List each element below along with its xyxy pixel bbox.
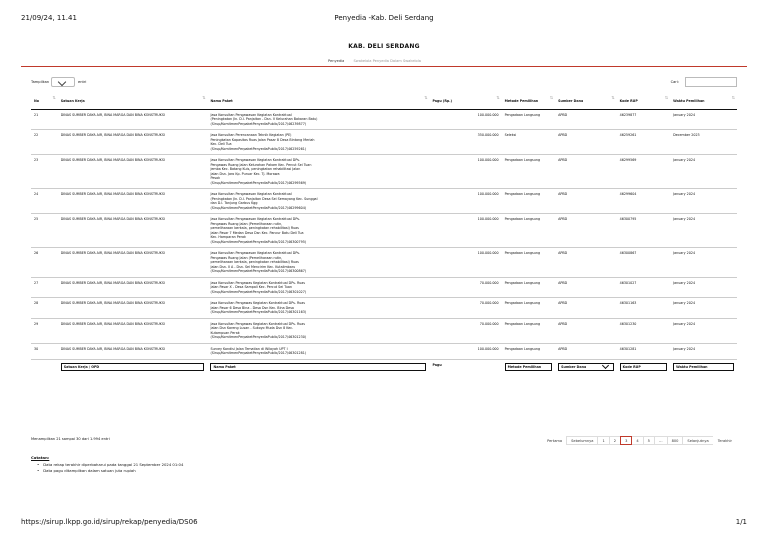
table-row	[31, 109, 737, 130]
page-button[interactable]: 5	[643, 436, 655, 445]
row-pagu: 350.000.000	[429, 130, 501, 155]
header-label: No	[34, 98, 40, 103]
row-sumber: APBD	[555, 343, 617, 359]
row-pagu: 100.000.000	[429, 109, 501, 130]
row-kode: 46301027	[617, 277, 670, 298]
row-sumber: APBD	[555, 155, 617, 189]
row-no: 22	[31, 130, 58, 155]
entries-select[interactable]	[51, 77, 75, 87]
paket-line: Pesok	[210, 176, 221, 180]
paket-line: Jasa Konsultan Pengawas Kegiatan Kontraktual DPs. Ruas	[210, 321, 305, 326]
paket-line: (Peningkatan Jln. D.I. Panjaitan - Dsn. V Kelurahan Bakaran Batu)	[210, 117, 318, 121]
header-label: Metode Pemilihan	[504, 98, 539, 103]
row-pagu: 100.000.000	[429, 189, 501, 214]
row-waktu: January 2024	[670, 343, 737, 359]
table-header-row	[31, 93, 737, 109]
row-paket[interactable]	[207, 318, 429, 343]
paket-line: dan D.I. Tanjung Garbus Kgg	[210, 201, 258, 205]
row-paket[interactable]	[207, 189, 429, 214]
row-satker: DINAS SUMBER DAYA AIR, BINA MARGA DAN BINA KONSTRUKSI	[58, 214, 208, 248]
site-title: KAB. DELI SERDANG	[348, 43, 420, 50]
col-no-header[interactable]	[31, 93, 58, 109]
row-no: 27	[31, 277, 58, 298]
row-waktu: January 2024	[670, 248, 737, 278]
row-no: 25	[31, 214, 58, 248]
table-row	[31, 189, 737, 214]
row-kode: 46259261	[617, 130, 670, 155]
paket-line: Jasa Konsultan Pengawas Kegiatan Kontraktual DPs. Ruas	[210, 280, 305, 285]
row-no: 29	[31, 318, 58, 343]
page-button[interactable]: 3	[620, 436, 632, 445]
paket-line: (Sirup/KomitmenPerpaketPenyediaPublic/2017/46301281)	[210, 351, 307, 355]
row-metode: Seleksi	[502, 130, 555, 155]
row-kode: 46239877	[617, 109, 670, 130]
row-satker: DINAS SUMBER DAYA AIR, BINA MARGA DAN BINA KONSTRUKSI	[58, 343, 208, 359]
page-button[interactable]: …	[654, 436, 668, 445]
row-satker: DINAS SUMBER DAYA AIR, BINA MARGA DAN BINA KONSTRUKSI	[58, 298, 208, 319]
paket-line: Pengawas Ruang Jalan Kelurahan Pakam Kec. Percut Sei Tuan	[210, 162, 312, 167]
row-paket[interactable]	[207, 277, 429, 298]
sort-icon: ⇅	[424, 95, 428, 100]
print-header	[21, 14, 747, 26]
sort-icon: ⇅	[611, 95, 615, 100]
table-row	[31, 130, 737, 155]
header-label: Pagu (Rp.)	[432, 98, 453, 103]
show-entries-label: Tampilkan	[31, 80, 50, 84]
header-label: Waktu Pemilihan	[673, 98, 705, 103]
filter-pagu-label: Pagu	[432, 362, 442, 367]
table-row	[31, 298, 737, 319]
page-button[interactable]: 2	[609, 436, 621, 445]
paket-line: Kutampuan Perak	[210, 330, 240, 335]
row-waktu: January 2024	[670, 298, 737, 319]
row-paket[interactable]	[207, 248, 429, 278]
row-pagu: 100.000.000	[429, 214, 501, 248]
filter-satker-input[interactable]: Satuan Kerja / OPD	[61, 363, 205, 371]
paket-line: Kec. Hamparan Perak	[210, 235, 246, 239]
row-kode: 46299569	[617, 155, 670, 189]
row-metode: Pengadaan Langsung	[502, 109, 555, 130]
table-row	[31, 318, 737, 343]
col-waktu-header[interactable]	[670, 93, 737, 109]
row-no: 24	[31, 189, 58, 214]
paket-line: Jasa Konsultan Pengawasan Kegiatan Kontraktual DPs.	[210, 158, 301, 162]
header-label: Satuan Kerja	[60, 98, 85, 103]
row-pagu: 100.000.000	[429, 248, 501, 278]
note-item: • Data rekap terakhir diperbaharui pada tanggal 21 September 2024 01:04	[37, 462, 183, 468]
sort-icon: ⇅	[664, 95, 669, 100]
table-info: Menampilkan 21 sampai 30 dari 1.994 entri	[31, 437, 110, 441]
row-waktu: January 2024	[670, 155, 737, 189]
paket-line: (Sirup/KomitmenPerpaketPenyediaPublic/2017/46239877)	[210, 121, 307, 126]
row-sumber: APBD	[555, 214, 617, 248]
row-pagu: 100.000.000	[429, 343, 501, 359]
notes	[31, 455, 183, 474]
rekap-table	[31, 93, 737, 375]
filter-row	[31, 359, 737, 375]
filter-paket-input[interactable]: Nama Paket	[210, 363, 426, 371]
row-sumber: APBD	[555, 109, 617, 130]
breadcrumb	[328, 59, 421, 63]
row-kode: 46301163	[617, 298, 670, 319]
row-paket[interactable]	[207, 155, 429, 189]
paket-line: (Sirup/KomitmenPerpaketPenyediaPublic/2017/46299569)	[210, 180, 307, 185]
show-entries-suffix: entri	[78, 80, 87, 84]
table-row	[31, 155, 737, 189]
header-divider	[21, 66, 747, 67]
paket-line: Jalan Pasar 6 Desa Bina - Desa Dsn Kec. Bina Desa	[210, 305, 294, 310]
row-waktu: January 2024	[670, 277, 737, 298]
header-label: Sumber Dana	[558, 98, 584, 103]
row-pagu: 100.000.000	[429, 155, 501, 189]
filter-kode-input[interactable]: Kode RUP	[620, 363, 667, 371]
row-waktu: January 2024	[670, 189, 737, 214]
row-pagu: 70.000.000	[429, 318, 501, 343]
pagination	[543, 436, 737, 445]
search-label: Cari:	[670, 80, 679, 84]
search-input[interactable]	[685, 77, 737, 87]
row-metode: Pengadaan Langsung	[502, 277, 555, 298]
page-button[interactable]: Pertama	[542, 436, 567, 445]
row-paket[interactable]	[207, 343, 429, 359]
paket-line: Peningkatan Kapasitas Ruas Jalan Pasar 8 Desa Bintang Meriah	[210, 137, 315, 142]
note-item: • Data pagu ditampilkan dalam satuan juta rupiah	[37, 468, 183, 474]
page-button[interactable]: 4	[631, 436, 643, 445]
row-sumber: APBD	[555, 248, 617, 278]
paket-line: Jalan Dsn. II A - Dsn. Sei Mencirim Kec. Kutalimbaru	[210, 264, 296, 269]
row-satker: DINAS SUMBER DAYA AIR, BINA MARGA DAN BINA KONSTRUKSI	[58, 109, 208, 130]
breadcrumb-rest[interactable]: Swakelola Penyedia Dalam Swakelola	[353, 59, 421, 63]
header-label: Nama Paket	[210, 98, 233, 103]
row-sumber: APBD	[555, 318, 617, 343]
row-no: 23	[31, 155, 58, 189]
paket-line: pemeliharaan berkala, peningkatan rehabilitasi) Ruas	[210, 226, 299, 230]
page-button[interactable]: Terakhir	[713, 436, 737, 445]
row-satker: DINAS SUMBER DAYA AIR, BINA MARGA DAN BINA KONSTRUKSI	[58, 318, 208, 343]
row-no: 26	[31, 248, 58, 278]
paket-line: Jasa Konsultan Pengawasan Kegiatan Kontraktual	[210, 112, 292, 117]
row-sumber: APBD	[555, 298, 617, 319]
col-metode-header[interactable]	[502, 93, 555, 109]
paket-line: (Sirup/KomitmenPerpaketPenyediaPublic/2017/46299604)	[210, 205, 307, 210]
page-button[interactable]: 1	[597, 436, 609, 445]
row-paket[interactable]	[207, 298, 429, 319]
row-pagu: 70.000.000	[429, 298, 501, 319]
row-kode: 46299604	[617, 189, 670, 214]
row-paket[interactable]	[207, 214, 429, 248]
paket-line: (Sirup/KomitmenPerpaketPenyediaPublic/2017/46301027)	[210, 289, 307, 294]
row-metode: Pengadaan Langsung	[502, 298, 555, 319]
sort-icon: ⇅	[731, 95, 735, 100]
row-paket[interactable]	[207, 109, 429, 130]
row-kode: 46301230	[617, 318, 670, 343]
col-kode-header[interactable]	[617, 93, 670, 109]
breadcrumb-active[interactable]: Penyedia	[328, 59, 345, 63]
paket-line: Jasa Konsultan Pengawas Kegiatan Kontraktual DPs. Ruas	[210, 301, 305, 305]
row-metode: Pengadaan Langsung	[502, 248, 555, 278]
filter-metode-input[interactable]: Metode Pemilihan	[505, 363, 552, 371]
paket-line: (Sirup/KomitmenPerpaketPenyediaPublic/2017/46301163)	[210, 310, 307, 314]
table-controls	[31, 77, 737, 89]
col-satker-header[interactable]	[58, 93, 208, 109]
paket-line: (Sirup/KomitmenPerpaketPenyediaPublic/2017/46259261)	[210, 146, 307, 151]
row-kode: 46300795	[617, 214, 670, 248]
row-metode: Pengadaan Langsung	[502, 189, 555, 214]
print-datetime: 21/09/24, 11.41	[21, 14, 77, 22]
row-satker: DINAS SUMBER DAYA AIR, BINA MARGA DAN BINA KONSTRUKSI	[58, 130, 208, 155]
filter-sumber-select[interactable]: Sumber Dana	[558, 363, 614, 371]
paket-line: Pengawas Ruang Jalan (Pemeliharaan rutin,	[210, 221, 283, 226]
paket-line: Jalan Pasar 7 Medan Desa Dsn Kec. Pancur Batu Deli Tua	[210, 230, 304, 235]
row-metode: Pengadaan Langsung	[502, 318, 555, 343]
paket-line: Jasa Konsultan Pengawasan Kegiatan Kontraktual DPs.	[210, 217, 301, 221]
table-row	[31, 277, 737, 298]
chevron-down-icon	[58, 78, 66, 86]
row-waktu: December 2023	[670, 130, 737, 155]
row-sumber: APBD	[555, 130, 617, 155]
sort-icon: ⇅	[202, 95, 206, 100]
paket-line: Jasa Konsultan Pengawasan Kegiatan Kontraktual	[210, 192, 292, 196]
page-button[interactable]: Sebelumnya	[566, 436, 598, 445]
sort-icon: ⇅	[549, 95, 554, 100]
paket-line: (Sirup/KomitmenPerpaketPenyediaPublic/2017/46301230)	[210, 335, 307, 339]
row-kode: 46300867	[617, 248, 670, 278]
row-sumber: APBD	[555, 277, 617, 298]
row-satker: DINAS SUMBER DAYA AIR, BINA MARGA DAN BINA KONSTRUKSI	[58, 277, 208, 298]
row-satker: DINAS SUMBER DAYA AIR, BINA MARGA DAN BINA KONSTRUKSI	[58, 155, 208, 189]
paket-line: Jalan Pasar X - Desa Sampali Kec. Percut Sei Tuan	[210, 285, 292, 289]
print-page-title: Penyedia -Kab. Deli Serdang	[334, 14, 434, 22]
paket-line: Survey Kondisi Jalan Tematian di Wilayah UPT I	[210, 346, 288, 351]
row-sumber: APBD	[555, 189, 617, 214]
row-pagu: 70.000.000	[429, 277, 501, 298]
paket-line: (Sirup/KomitmenPerpaketPenyediaPublic/2017/46300867)	[210, 269, 307, 273]
paket-line: pemeliharaan berkala, peningkatan rehabilitasi) Ruas	[210, 260, 299, 264]
row-metode: Pengadaan Langsung	[502, 343, 555, 359]
paket-line: Jalan Dsn. Jaro Kp. Puruar Kec. Tj. Morawa	[210, 171, 280, 176]
row-metode: Pengadaan Langsung	[502, 214, 555, 248]
table-row	[31, 214, 737, 248]
row-kode: 46301281	[617, 343, 670, 359]
paket-line: jemba Kec. Batang Kuis, peningkatan rehabilitasi Jalan	[210, 167, 301, 171]
sort-icon: ⇅	[496, 95, 500, 100]
table-row	[31, 343, 737, 359]
row-no: 28	[31, 298, 58, 319]
row-no: 21	[31, 109, 58, 130]
header-label: Kode RUP	[619, 98, 638, 103]
sort-icon: ⇅	[52, 95, 56, 100]
chevron-down-icon	[602, 361, 609, 368]
paket-line: Jalan Dsn Kareng Lusan - Sukoyo Muda Dsn 8 Kec.	[210, 326, 294, 330]
paket-line: Jasa Konsultan Perencanaan Teknik Kegiatan (PE)	[210, 133, 292, 137]
page-button[interactable]: Selanjutnya	[682, 436, 713, 445]
filter-waktu-input[interactable]: Waktu Pemilihan	[673, 363, 734, 371]
row-waktu: January 2024	[670, 318, 737, 343]
col-paket-header[interactable]	[207, 93, 429, 109]
print-url: https://sirup.lkpp.go.id/sirup/rekap/penyedia/DS06	[21, 518, 198, 526]
page-button[interactable]: 800	[667, 436, 684, 445]
row-satker: DINAS SUMBER DAYA AIR, BINA MARGA DAN BINA KONSTRUKSI	[58, 248, 208, 278]
paket-line: (Peningkatan Jln. D.I. Panjaitan Desa Sei Semayang Kec. Sunggal	[210, 196, 318, 201]
col-sumber-header[interactable]	[555, 93, 617, 109]
paket-line: (Sirup/KomitmenPerpaketPenyediaPublic/2017/46300795)	[210, 239, 307, 244]
table-row	[31, 248, 737, 278]
row-satker: DINAS SUMBER DAYA AIR, BINA MARGA DAN BINA KONSTRUKSI	[58, 189, 208, 214]
row-metode: Pengadaan Langsung	[502, 155, 555, 189]
paket-line: Jasa Konsultan Pengawasan Kegiatan Kontraktual DPs.	[210, 251, 301, 255]
row-waktu: January 2024	[670, 109, 737, 130]
row-waktu: January 2024	[670, 214, 737, 248]
col-pagu-header[interactable]	[429, 93, 501, 109]
print-page-number: 1/1	[735, 518, 747, 526]
row-paket[interactable]	[207, 130, 429, 155]
paket-line: Pengawas Ruang Jalan (Pemeliharaan rutin,	[210, 255, 283, 260]
paket-line: Kec. Deli Tua	[210, 142, 232, 146]
notes-title: Catatan:	[31, 455, 50, 460]
row-no: 30	[31, 343, 58, 359]
